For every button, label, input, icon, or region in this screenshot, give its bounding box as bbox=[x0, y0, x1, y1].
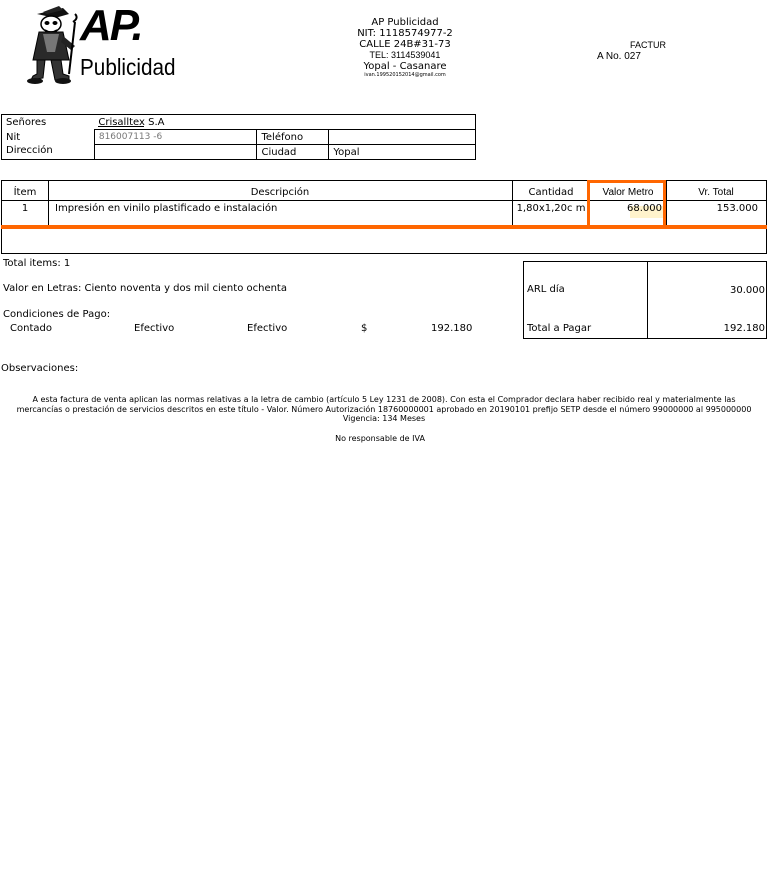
total-value: 192.180 bbox=[723, 323, 765, 334]
ciudad-value: Yopal bbox=[329, 145, 476, 160]
pago-efectivo-2: Efectivo bbox=[247, 323, 288, 334]
highlight-row-underline bbox=[1, 225, 767, 229]
condiciones-label: Condiciones de Pago: bbox=[3, 309, 111, 320]
company-header bbox=[340, 17, 470, 79]
nit-label: Nit bbox=[6, 131, 21, 143]
row-valor-metro: 68.000 bbox=[627, 203, 662, 214]
brand-logo-ap: AP. bbox=[80, 1, 142, 50]
invoice-label: FACTUR bbox=[630, 40, 666, 50]
header-valor-metro: Valor Metro bbox=[602, 187, 654, 198]
pago-currency: $ bbox=[361, 323, 368, 334]
senores-value bbox=[94, 115, 475, 130]
row-cantidad: 1,80x1,20c m bbox=[516, 203, 586, 214]
brand-logo-name: Publicidad bbox=[80, 54, 176, 80]
row-item: 1 bbox=[21, 203, 29, 214]
direccion-label: Dirección bbox=[2, 145, 95, 160]
senores-value-text: Crisalltex S.A bbox=[98, 116, 165, 128]
valor-letras: Valor en Letras: Ciento noventa y dos mil ciento ochenta bbox=[3, 283, 287, 294]
telefono-label: Teléfono bbox=[257, 130, 329, 145]
total-items: Total items: 1 bbox=[3, 258, 71, 269]
company-city: Yopal - Casanare bbox=[363, 61, 447, 72]
header-descripcion: Descripción bbox=[250, 187, 310, 198]
company-tel: TEL: 3114539041 bbox=[369, 50, 441, 60]
row-descripcion: Impresión en vinilo plastificado e instalación bbox=[55, 203, 278, 214]
pago-amount: 192.180 bbox=[431, 323, 473, 334]
direccion-value bbox=[94, 145, 257, 160]
legal-text: A esta factura de venta aplican las normas relativas a la letra de cambio (artículo 5 Ley 1231 de 2008). Con esta el Comprador declara haber recibido real y materialmente las mercancías o prestación de servicios descritos en este título - Valor. Número Autorización 18760000001 aprobado en 20190101 prefijo SETP desde el número 99000000 al 995000000 Vigencia: 134 Meses bbox=[16, 395, 752, 423]
arl-value: 30.000 bbox=[730, 285, 765, 296]
iva-note: No responsable de IVA bbox=[335, 434, 425, 443]
telefono-value bbox=[329, 130, 476, 145]
company-address: CALLE 24B#31-73 bbox=[359, 39, 451, 50]
nit-value: 816007113 -6 bbox=[94, 130, 257, 145]
header-vr-total: Vr. Total bbox=[698, 187, 734, 198]
company-name: AP Publicidad bbox=[371, 17, 439, 28]
totals-divider bbox=[647, 262, 648, 338]
company-nit: NIT: 1118574977-2 bbox=[357, 28, 453, 39]
customer-table bbox=[1, 114, 476, 160]
company-email: ivan.199520152014@gmail.com bbox=[364, 72, 446, 78]
header-item: Ítem bbox=[13, 187, 37, 198]
senores-label: Señores bbox=[6, 116, 47, 128]
totals-box bbox=[523, 261, 767, 339]
ciudad-label: Ciudad bbox=[257, 145, 329, 160]
highlight-valor-metro bbox=[587, 180, 666, 226]
pago-efectivo-1: Efectivo bbox=[134, 323, 175, 334]
arl-label: ARL día bbox=[527, 284, 565, 295]
pago-contado: Contado bbox=[10, 323, 52, 334]
observaciones-label: Observaciones: bbox=[1, 363, 79, 374]
senores-underline bbox=[98, 126, 144, 127]
row-vr-total: 153.000 bbox=[716, 203, 758, 214]
invoice-number: A No. 027 bbox=[597, 51, 641, 62]
header-cantidad: Cantidad bbox=[528, 187, 574, 198]
total-label: Total a Pagar bbox=[527, 323, 592, 334]
